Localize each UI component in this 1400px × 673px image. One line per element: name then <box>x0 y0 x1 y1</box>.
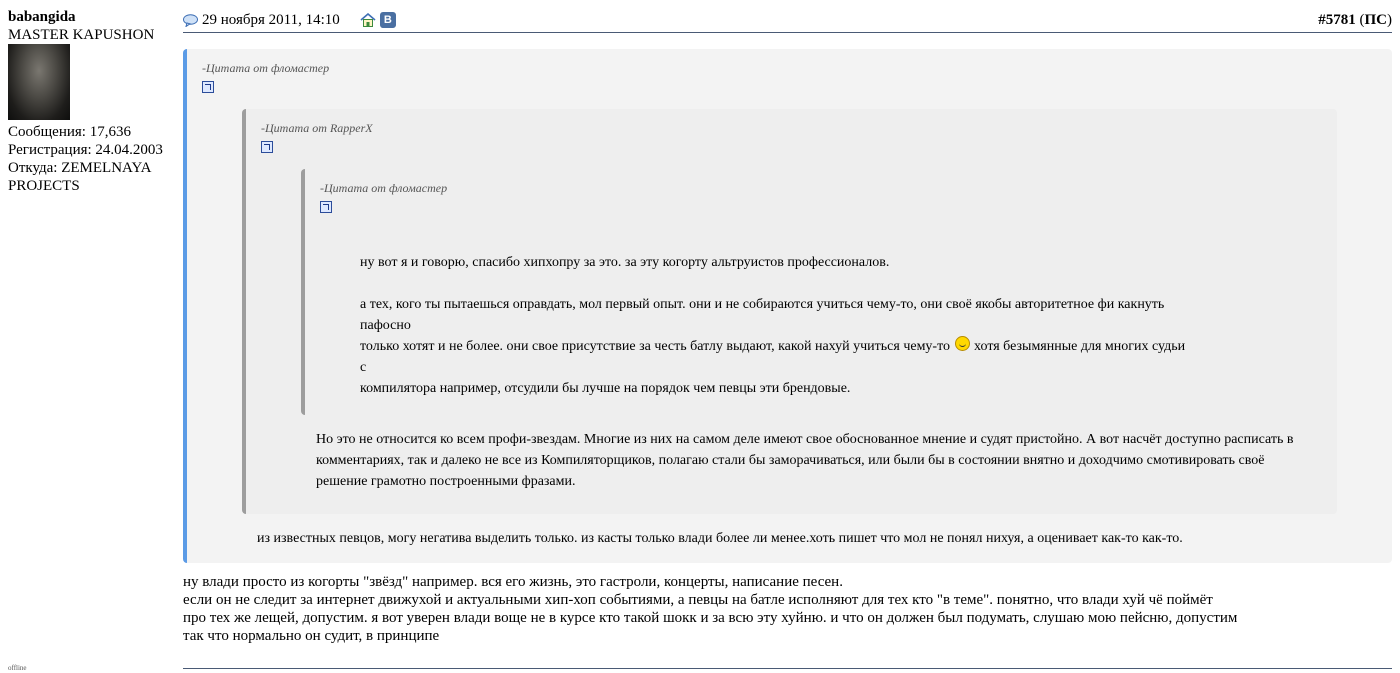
message-line: так что нормально он судит, в принципе <box>183 628 440 644</box>
user-title: MASTER KAPUSHON <box>8 27 155 43</box>
message-line: про тех же лещей, допустим. я вот уверен влади воще не в курсе кто такой шокк и за всю эту хуйню. и что он должен был подумать, слушаю мою пейсню, допустим <box>183 610 1238 626</box>
quote-header: -Цитата от RapperX <box>261 121 373 135</box>
quote-inner-body <box>320 213 1186 399</box>
smiley-icon <box>955 336 970 351</box>
quote-text-line: Но это не относится ко всем профи-звездам. Многие из них на самом деле имеют свое обоснованное мнение и судят пристойно. А вот насчёт доступно расписать в <box>316 432 1294 447</box>
quote-inner-paragraph: ну вот я и говорю, спасибо хипхопру за это. за эту когорту альтруистов профессионалов. <box>360 255 890 270</box>
user-info-panel <box>8 8 180 195</box>
quote-jump-icon[interactable] <box>320 201 332 213</box>
quote-inner <box>301 169 1282 415</box>
user-location-line1: Откуда: ZEMELNAYA <box>8 160 152 176</box>
quote-middle <box>242 109 1337 514</box>
quote-jump-icon[interactable] <box>261 141 273 153</box>
home-icon[interactable] <box>360 13 376 27</box>
quote-jump-icon[interactable] <box>202 81 214 93</box>
post-date: 29 ноября 2011, 14:10 <box>202 11 340 28</box>
user-post-count: Сообщения: 17,636 <box>8 124 131 140</box>
quote-header: -Цитата от фломастер <box>202 61 330 75</box>
message-line: ну влади просто из когорты "звёзд" например. вся его жизнь, это гастроли, концерты, написание песен. <box>183 574 843 590</box>
post-number-close: ) <box>1387 11 1392 28</box>
quote-middle-reply <box>316 429 1321 492</box>
quote-text-line: а тех, кого ты пытаешься оправдать, мол первый опыт. они и не собираются учиться чему-то, они своё якобы авторитетное фи какнуть пафосно <box>360 297 1165 333</box>
post-message <box>183 573 1392 645</box>
quote-text-line: решение грамотно построенными фразами. <box>316 474 576 489</box>
message-icon[interactable] <box>183 14 198 27</box>
post-footer-divider <box>183 668 1392 669</box>
quote-text-line: компилятора например, отсудили бы лучше на порядок чем певцы эти брендовые. <box>360 381 851 396</box>
message-line: если он не следит за интернет движухой и актуальными хип-хоп событиями, а певцы на батле исполняют для тех кто "в теме". понятно, что влади хуй чё поймёт <box>183 592 1213 608</box>
vk-icon[interactable]: В <box>380 12 396 28</box>
post-number-block <box>1318 12 1392 29</box>
online-status: offline <box>8 664 27 672</box>
post-number-tag[interactable]: ПС <box>1364 11 1387 28</box>
forum-post <box>183 8 1392 645</box>
quote-outer-reply: из известных певцов, могу негатива выделить только. из касты только влади более ли менее.хоть пишет что мол не понял нихуя, а оценивает как-то как-то. <box>257 531 1183 546</box>
quote-header: -Цитата от фломастер <box>320 181 448 195</box>
post-header <box>183 8 1392 33</box>
post-number[interactable]: #5781 <box>1318 11 1356 28</box>
quote-inner-paragraph <box>360 294 1186 399</box>
quote-outer <box>183 49 1392 563</box>
quote-text-line: хотя безымянные для многих судьи с <box>360 339 1186 375</box>
user-registration-date: Регистрация: 24.04.2003 <box>8 142 163 158</box>
avatar[interactable] <box>8 44 70 120</box>
quote-text-line: комментариях, так и далеко не все из Компиляторщиков, полагаю стали бы заморачиваться, или были бы в состоянии внятно и доходчимо смотивировать своё <box>316 453 1265 468</box>
quote-text-line: только хотят и не более. они свое присутствие за честь батлу выдают, какой нахуй учиться чему-то <box>360 339 954 354</box>
post-number-open: ( <box>1355 11 1365 28</box>
username[interactable]: babangida <box>8 9 76 25</box>
user-location-line2: PROJECTS <box>8 178 80 194</box>
